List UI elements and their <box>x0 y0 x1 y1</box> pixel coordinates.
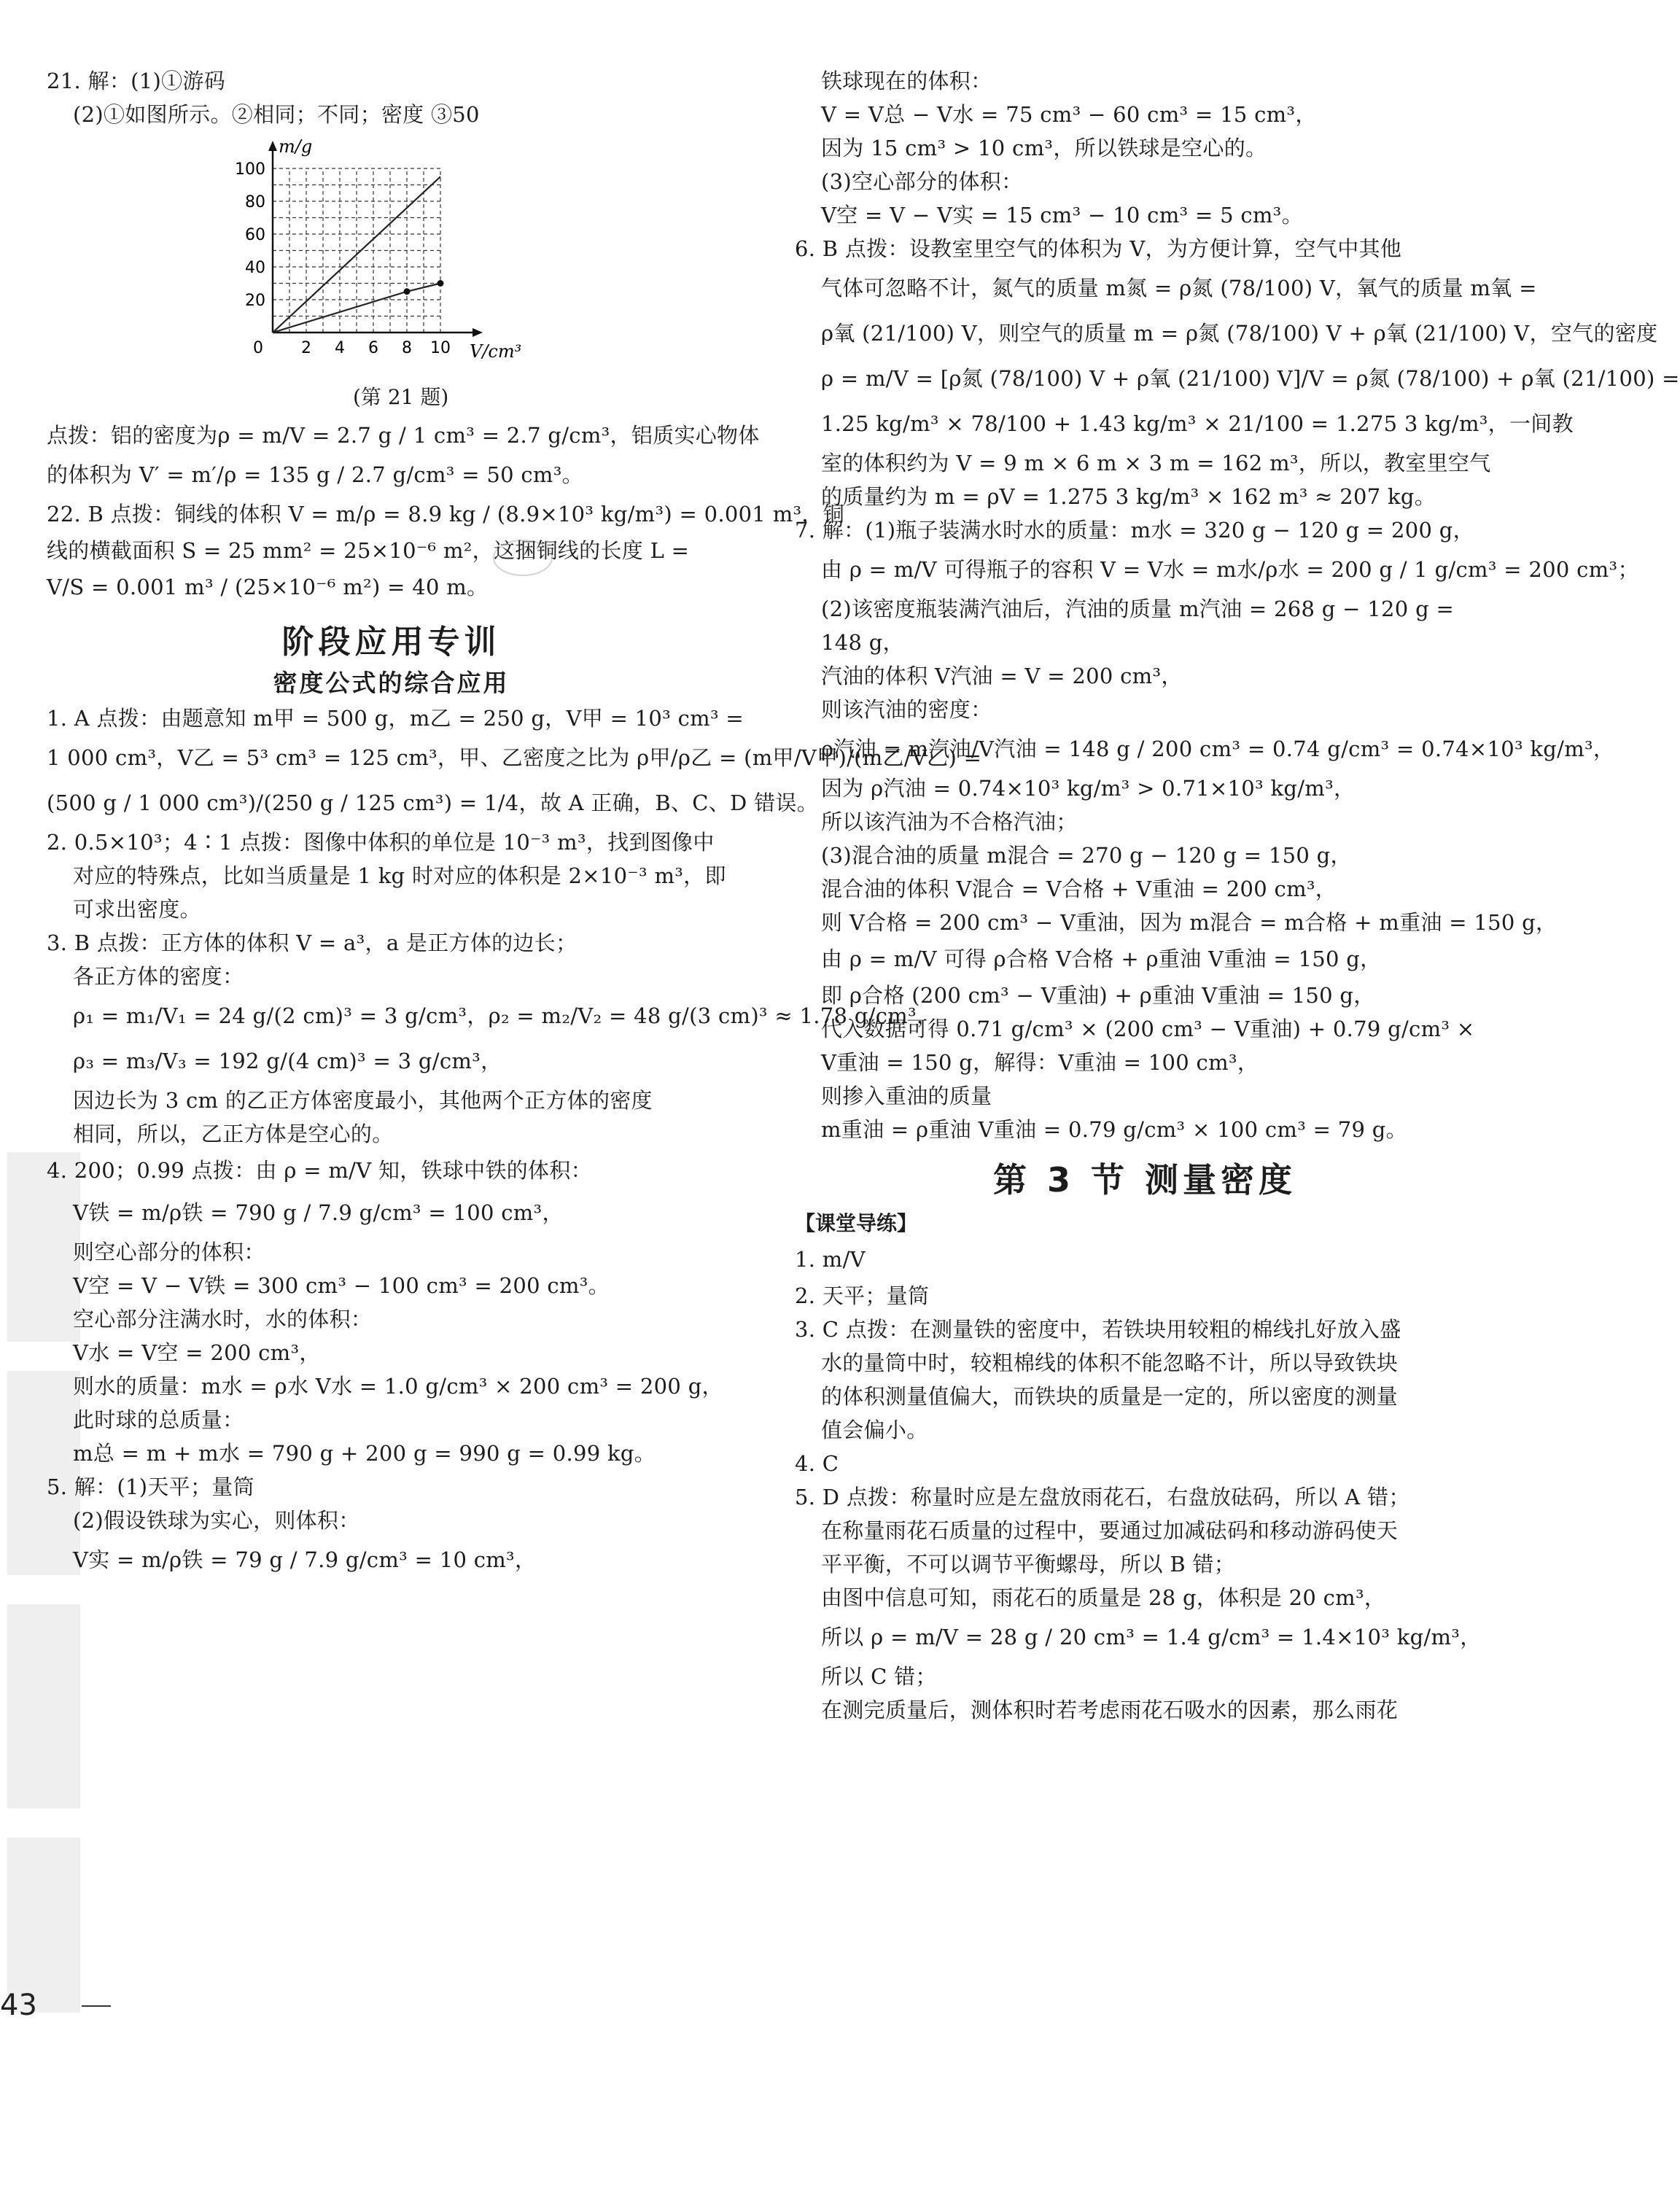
p2-line-3: 可求出密度。 <box>73 897 201 922</box>
mass-volume-chart <box>222 136 601 376</box>
p1-line-2: 1 000 cm³，V乙 = 5³ cm³ = 125 cm³，甲、乙密度之比为 ρ甲/ρ乙 = (m甲/V甲)/(m乙/V乙) = <box>47 745 982 770</box>
r-c5-line-7: 在测完质量后，测体积时若考虑雨花石吸水的因素，那么雨花 <box>821 1698 1399 1722</box>
p4-line-2: V铁 = m/ρ铁 = 790 g / 7.9 g/cm³ = 100 cm³， <box>73 1200 564 1225</box>
r-c5-line-1: 5. D 点拨：称量时应是左盘放雨花石，右盘放砝码，所以 A 错； <box>795 1485 1410 1509</box>
r-c5-line-4: 由图中信息可知，雨花石的质量是 28 g，体积是 20 cm³， <box>821 1585 1386 1610</box>
r-q7-line-2: 由 ρ = m/V 可得瓶子的容积 V = V水 = m水/ρ水 = 200 g / 1 g/cm³ = 200 cm³； <box>821 557 1639 582</box>
q21-line: 21. 解：(1)①游码 <box>47 69 226 93</box>
r-q6-line-3: ρ氧 (21/100) V，则空气的质量 m = ρ氮 (78/100) V + ρ氧 (21/100) V，空气的密度 <box>821 321 1658 346</box>
r-q7-line-16: V重油 = 150 g，解得：V重油 = 100 cm³， <box>821 1050 1259 1075</box>
p4-line-7: 则水的质量：m水 = ρ水 V水 = 1.0 g/cm³ × 200 cm³ = 200 g， <box>73 1374 723 1399</box>
q22-line-3: V/S = 0.001 m³ / (25×10⁻⁶ m²) = 40 m。 <box>47 575 489 599</box>
y-axis-arrow <box>268 141 277 151</box>
p5-line-3: V实 = m/ρ铁 = 79 g / 7.9 g/cm³ = 10 cm³， <box>73 1547 537 1572</box>
p3-line-4: ρ₃ = m₃/V₃ = 192 g/(4 cm)³ = 3 g/cm³， <box>73 1049 502 1073</box>
y-tick-label: 60 <box>245 226 265 244</box>
r-c5-line-2: 在称量雨花石质量的过程中，要通过加减砝码和移动游码使天 <box>821 1518 1399 1543</box>
p4-line-1: 4. 200；0.99 点拨：由 ρ = m/V 知，铁球中铁的体积： <box>47 1158 592 1183</box>
r-q7-line-5: 汽油的体积 V汽油 = V = 200 cm³， <box>821 664 1183 688</box>
p3-line-2: 各正方体的密度： <box>73 964 244 989</box>
r-c3-line-3: 的体积测量值偏大，而铁块的质量是一定的，所以密度的测量 <box>821 1384 1399 1409</box>
chart-series <box>273 176 444 333</box>
p3-line-1: 3. B 点拨：正方体的体积 V = a³，a 是正方体的边长； <box>47 930 578 955</box>
y-tick-label: 20 <box>245 292 265 310</box>
r-q7-line-7: ρ汽油 = m汽油/V汽油 = 148 g / 200 cm³ = 0.74 g/cm³ = 0.74×10³ kg/m³， <box>821 737 1615 761</box>
r-q6-line-4: ρ = m/V = [ρ氮 (78/100) V + ρ氧 (21/100) V]/V = ρ氮 (78/100) + ρ氧 (21/100) = <box>821 366 1680 391</box>
x-axis-arrow <box>472 328 483 337</box>
x-tick-label: 6 <box>368 339 378 357</box>
x-tick-label: 0 <box>253 339 263 357</box>
chapter-title: 第 3 节 测量密度 <box>992 1160 1297 1200</box>
p2-line-1: 2. 0.5×10³；4∶1 点拨：图像中体积的单位是 10⁻³ m³，找到图像中 <box>47 830 715 855</box>
section-title: 阶段应用专训 <box>281 623 501 661</box>
classroom-tag: 【课堂导练】 <box>795 1211 918 1235</box>
r-q7-line-12: 则 V合格 = 200 cm³ − V重油，因为 m混合 = m合格 + m重油 = 150 g， <box>821 910 1558 935</box>
r-line-1: V = V总 − V水 = 75 cm³ − 60 cm³ = 15 cm³， <box>821 102 1317 127</box>
r-c3-line-4: 值会偏小。 <box>821 1418 928 1442</box>
y-tick-label: 80 <box>245 193 265 211</box>
r-q7-line-9: 所以该汽油为不合格汽油； <box>821 809 1078 834</box>
p4-line-4: V空 = V − V铁 = 300 cm³ − 100 cm³ = 200 cm³。 <box>73 1273 610 1298</box>
x-tick-label: 10 <box>430 339 451 357</box>
r-q7-line-13: 由 ρ = m/V 可得 ρ合格 V合格 + ρ重油 V重油 = 150 g， <box>821 947 1382 971</box>
r-line-2: 因为 15 cm³ > 10 cm³，所以铁球是空心的。 <box>821 136 1267 160</box>
p1-line-3: (500 g / 1 000 cm³)/(250 g / 125 cm³) = 1/4，故 A 正确，B、C、D 错误。 <box>47 790 819 815</box>
p5-line-1: 5. 解：(1)天平；量筒 <box>47 1474 254 1499</box>
r-q7-line-4: 148 g， <box>821 630 904 655</box>
r-c5-line-6: 所以 C 错； <box>821 1664 937 1689</box>
r-c5-line-5: 所以 ρ = m/V = 28 g / 20 cm³ = 1.4 g/cm³ = 1.4×10³ kg/m³， <box>821 1625 1482 1649</box>
page-number-rule <box>82 2005 111 2007</box>
chart-x-axis-label: V/cm³ <box>470 341 522 362</box>
q21-hint-2: 的体积为 V′ = m′/ρ = 135 g / 2.7 g/cm³ = 50 cm³。 <box>47 462 583 487</box>
p4-line-3: 则空心部分的体积： <box>73 1240 265 1264</box>
q22-line-1: 22. B 点拨：铜线的体积 V = m/ρ = 8.9 kg / (8.9×10³ kg/m³) = 0.001 m³，铜 <box>47 502 845 526</box>
r-q6-line-5: 1.25 kg/m³ × 78/100 + 1.43 kg/m³ × 21/100 = 1.275 3 kg/m³，一间教 <box>821 411 1574 436</box>
r-c3-line-2: 水的量筒中时，较粗棉线的体积不能忽略不计，所以导致铁块 <box>821 1350 1399 1375</box>
p4-line-8: 此时球的总质量： <box>73 1407 244 1432</box>
r-c5-line-3: 平平衡，不可以调节平衡螺母，所以 B 错； <box>821 1552 1236 1577</box>
q21-hint-1: 点拨：铝的密度为ρ = m/V = 2.7 g / 1 cm³ = 2.7 g/cm³，铝质实心物体 <box>47 423 760 448</box>
r-q7-line-3: (2)该密度瓶装满汽油后，汽油的质量 m汽油 = 268 g − 120 g = <box>821 596 1455 621</box>
p5-line-2: (2)假设铁球为实心，则体积： <box>73 1508 360 1533</box>
x-tick-label: 4 <box>335 339 345 357</box>
page-number: 43 <box>0 1989 37 2022</box>
r-q7-line-15: 代入数据可得 0.71 g/cm³ × (200 cm³ − V重油) + 0.79 g/cm³ × <box>821 1017 1475 1041</box>
chart-y-axis-label: m/g <box>279 136 313 157</box>
r-q7-line-6: 则该汽油的密度： <box>821 697 992 722</box>
r-line-0: 铁球现在的体积： <box>821 69 992 93</box>
r-q6-line-7: 的质量约为 m = ρV = 1.275 3 kg/m³ × 162 m³ ≈ 207 kg。 <box>821 484 1436 509</box>
r-c4: 4. C <box>795 1451 839 1476</box>
r-q6-line-1: 6. B 点拨：设教室里空气的体积为 V，为方便计算，空气中其他 <box>795 236 1402 261</box>
r-q7-line-17: 则掺入重油的质量 <box>821 1084 992 1108</box>
p3-line-3: ρ₁ = m₁/V₁ = 24 g/(2 cm)³ = 3 g/cm³，ρ₂ = m₂/V₂ = 48 g/(3 cm)³ ≈ 1.78 g/cm³， <box>73 1003 938 1028</box>
r-c2: 2. 天平；量筒 <box>795 1283 930 1308</box>
r-q6-line-6: 室的体积约为 V = 9 m × 6 m × 3 m = 162 m³，所以，教室里空气 <box>821 451 1491 475</box>
r-c1: 1. m/V <box>795 1247 866 1272</box>
q22-line-2: 线的横截面积 S = 25 mm² = 25×10⁻⁶ m²，这捆铜线的长度 L = <box>47 538 690 563</box>
p4-line-9: m总 = m + m水 = 790 g + 200 g = 990 g = 0.99 kg。 <box>73 1441 656 1466</box>
y-tick-label: 40 <box>245 259 265 277</box>
r-c3-line-1: 3. C 点拨：在测量铁的密度中，若铁块用较粗的棉线扎好放入盛 <box>795 1317 1401 1342</box>
r-q6-line-2: 气体可忽略不计，氮气的质量 m氮 = ρ氮 (78/100) V，氧气的质量 m氧 = <box>821 276 1537 300</box>
p3-line-5: 因边长为 3 cm 的乙正方体密度最小，其他两个正方体的密度 <box>73 1088 653 1113</box>
right-column <box>795 64 1680 1727</box>
r-line-4: V空 = V − V实 = 15 cm³ − 10 cm³ = 5 cm³。 <box>821 203 1303 228</box>
r-q7-line-8: 因为 ρ汽油 = 0.74×10³ kg/m³ > 0.71×10³ kg/m³， <box>821 776 1356 801</box>
r-q7-line-18: m重油 = ρ重油 V重油 = 0.79 g/cm³ × 100 cm³ = 79 g。 <box>821 1117 1407 1142</box>
r-q7-line-10: (3)混合油的质量 m混合 = 270 g − 120 g = 150 g， <box>821 843 1352 868</box>
r-q7-line-14: 即 ρ合格 (200 cm³ − V重油) + ρ重油 V重油 = 150 g， <box>821 983 1375 1008</box>
x-tick-label: 8 <box>402 339 412 357</box>
watermark-seal <box>0 1138 86 2034</box>
stamp-mark <box>490 536 556 580</box>
r-q7-line-11: 混合油的体积 V混合 = V合格 + V重油 = 200 cm³， <box>821 877 1337 901</box>
section-subtitle: 密度公式的综合应用 <box>273 669 510 697</box>
p2-line-2: 对应的特殊点，比如当质量是 1 kg 时对应的体积是 2×10⁻³ m³，即 <box>73 863 726 888</box>
p4-line-6: V水 = V空 = 200 cm³， <box>73 1340 321 1365</box>
series-2-point <box>404 288 411 295</box>
p1-line-1: 1. A 点拨：由题意知 m甲 = 500 g，m乙 = 250 g，V甲 = 10³ cm³ = <box>47 706 744 731</box>
chart-grid <box>273 168 440 333</box>
x-tick-label: 2 <box>301 339 311 357</box>
p3-line-6: 相同，所以，乙正方体是空心的。 <box>73 1122 394 1146</box>
p4-line-5: 空心部分注满水时，水的体积： <box>73 1307 373 1332</box>
r-q7-line-1: 7. 解：(1)瓶子装满水时水的质量：m水 = 320 g − 120 g = 200 g， <box>795 518 1474 543</box>
r-line-3: (3)空心部分的体积： <box>821 169 1023 194</box>
chart-caption: (第 21 题) <box>353 385 449 409</box>
y-tick-label: 100 <box>235 160 265 179</box>
chart-ticks <box>235 160 451 357</box>
series-2-point <box>438 280 444 287</box>
q21-answer: (2)①如图所示。②相同；不同；密度 ③50 <box>73 102 480 127</box>
